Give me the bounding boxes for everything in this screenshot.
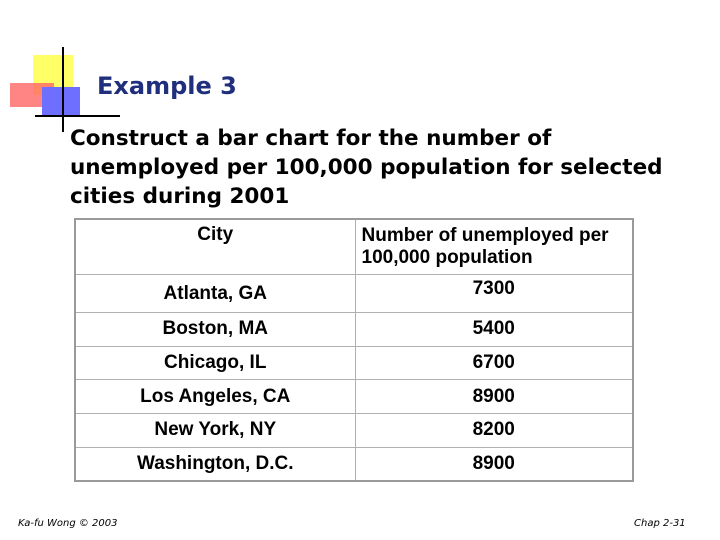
value-cell: 5400 [355,313,632,347]
table-header-row [76,220,632,275]
table-row [76,413,632,447]
value-cell: 8900 [472,452,515,474]
table-row [76,447,632,480]
column-header-unemployed: Number of unemployed per 100,000 population [355,220,632,275]
table-row [76,275,632,313]
decorative-blue-square [42,87,80,117]
slide-instruction: Construct a bar chart for the number of unemployed per 100,000 population for selected cities during 2001 [70,126,663,209]
table-row [76,313,632,347]
footer-page-number: Chap 2-31 [634,518,686,529]
city-cell: Chicago, IL [76,346,355,380]
table-row [76,346,632,380]
city-cell: Los Angeles, CA [76,380,355,414]
city-cell: Washington, D.C. [76,447,355,480]
city-cell: New York, NY [76,413,355,447]
value-cell: 6700 [355,346,632,380]
footer-author: Ka-fu Wong © 2003 [18,518,118,529]
city-cell: Atlanta, GA [76,275,355,313]
value-cell: 8200 [355,413,632,447]
decorative-horizontal-line [35,115,120,117]
slide-title: Example 3 [97,72,237,100]
table-row [76,380,632,414]
value-cell: 8900 [355,380,632,414]
column-header-city: City [76,220,355,275]
city-cell: Boston, MA [76,313,355,347]
unemployment-table [74,218,634,482]
decorative-vertical-line [62,47,64,132]
value-cell: 7300 [355,275,632,313]
